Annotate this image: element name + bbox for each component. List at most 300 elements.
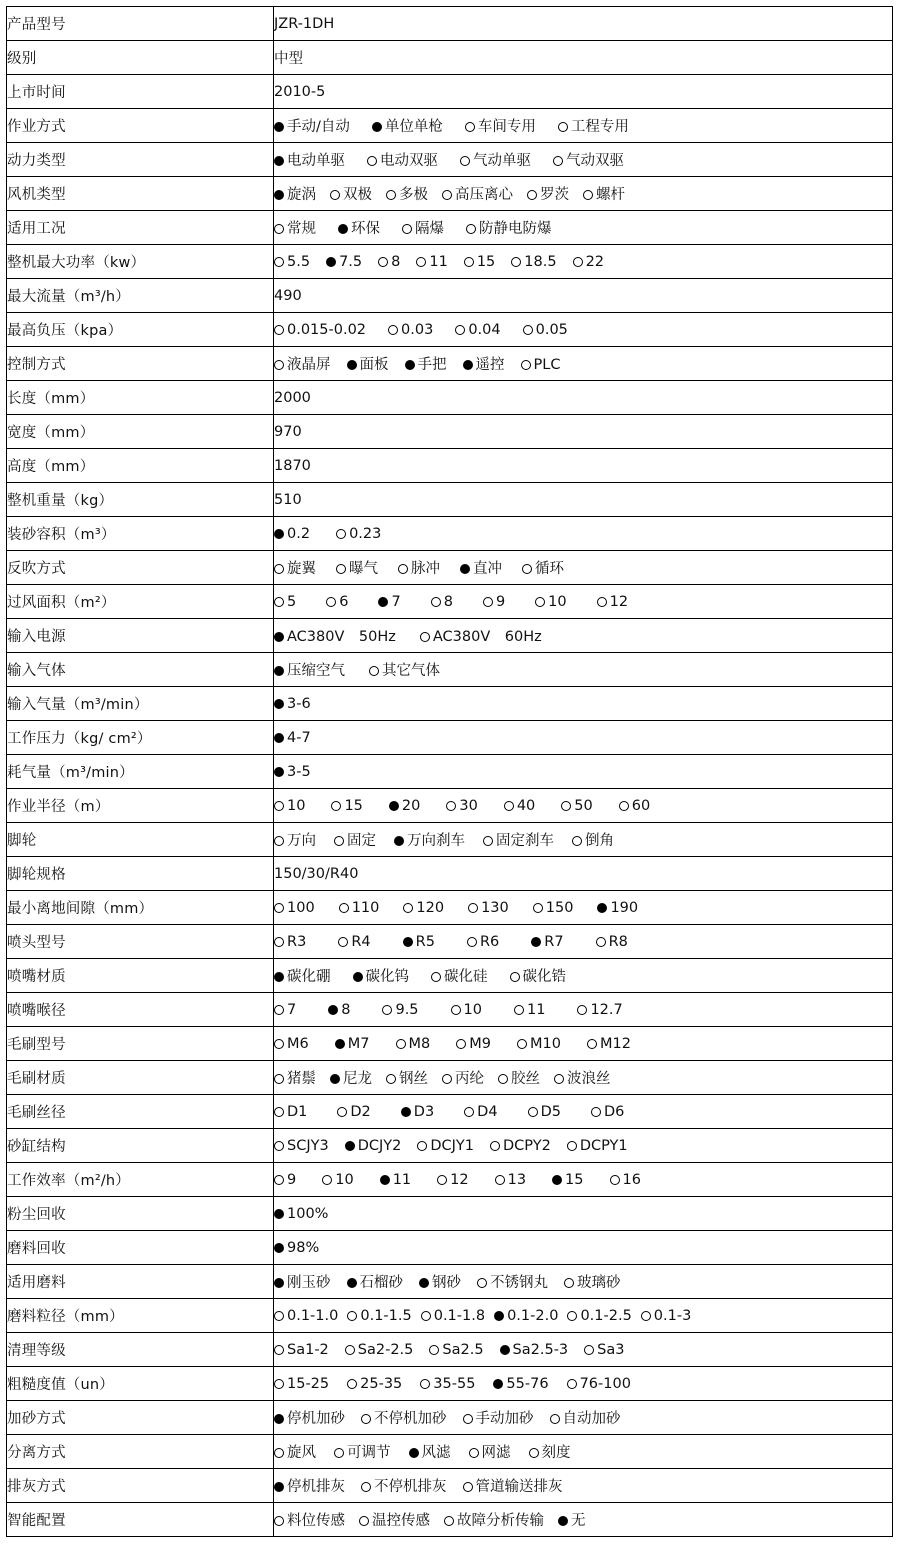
- option-item[interactable]: [345, 1138, 402, 1154]
- radio-unselected-icon[interactable]: [274, 1345, 284, 1355]
- option-item[interactable]: [619, 798, 650, 814]
- radio-selected-icon[interactable]: [531, 937, 541, 947]
- option-item[interactable]: [274, 1342, 329, 1358]
- radio-selected-icon[interactable]: [347, 1278, 357, 1288]
- option-item[interactable]: [274, 1271, 331, 1292]
- radio-unselected-icon[interactable]: [442, 1074, 452, 1084]
- radio-unselected-icon[interactable]: [398, 564, 408, 574]
- radio-unselected-icon[interactable]: [596, 937, 606, 947]
- option-item[interactable]: [330, 183, 372, 204]
- option-item[interactable]: [464, 1104, 497, 1120]
- option-item[interactable]: [437, 1172, 468, 1188]
- radio-selected-icon[interactable]: [372, 122, 382, 132]
- option-item[interactable]: [274, 798, 305, 814]
- option-item[interactable]: [416, 254, 447, 270]
- radio-unselected-icon[interactable]: [514, 1005, 524, 1015]
- option-item[interactable]: [535, 594, 566, 610]
- option-item[interactable]: [597, 594, 628, 610]
- option-item[interactable]: [347, 1376, 402, 1392]
- option-item[interactable]: [465, 115, 536, 136]
- option-item[interactable]: [274, 1206, 328, 1222]
- option-item[interactable]: [274, 1002, 296, 1018]
- radio-selected-icon[interactable]: [274, 767, 284, 777]
- radio-unselected-icon[interactable]: [522, 564, 532, 574]
- option-item[interactable]: [389, 798, 420, 814]
- radio-selected-icon[interactable]: [274, 699, 284, 709]
- radio-unselected-icon[interactable]: [420, 632, 430, 642]
- radio-unselected-icon[interactable]: [583, 190, 593, 200]
- option-item[interactable]: [522, 557, 564, 578]
- radio-selected-icon[interactable]: [274, 1209, 284, 1219]
- radio-selected-icon[interactable]: [500, 1345, 510, 1355]
- radio-unselected-icon[interactable]: [421, 1311, 431, 1321]
- radio-unselected-icon[interactable]: [483, 597, 493, 607]
- option-item[interactable]: [446, 798, 477, 814]
- option-item[interactable]: [442, 1067, 484, 1088]
- radio-selected-icon[interactable]: [378, 597, 388, 607]
- option-item[interactable]: [338, 934, 370, 950]
- radio-unselected-icon[interactable]: [378, 257, 388, 267]
- radio-unselected-icon[interactable]: [274, 257, 284, 267]
- option-item[interactable]: [584, 1342, 624, 1358]
- radio-unselected-icon[interactable]: [331, 801, 341, 811]
- radio-unselected-icon[interactable]: [274, 937, 284, 947]
- option-item[interactable]: [417, 1138, 474, 1154]
- radio-unselected-icon[interactable]: [573, 257, 583, 267]
- option-item[interactable]: [274, 217, 316, 238]
- radio-unselected-icon[interactable]: [361, 1414, 371, 1424]
- option-item[interactable]: [477, 1271, 548, 1292]
- option-item[interactable]: [597, 900, 638, 916]
- radio-unselected-icon[interactable]: [444, 1516, 454, 1526]
- radio-selected-icon[interactable]: [401, 1107, 411, 1117]
- radio-unselected-icon[interactable]: [388, 325, 398, 335]
- radio-unselected-icon[interactable]: [517, 1039, 527, 1049]
- radio-unselected-icon[interactable]: [469, 1448, 479, 1458]
- option-item[interactable]: [274, 254, 310, 270]
- radio-unselected-icon[interactable]: [402, 224, 412, 234]
- option-item[interactable]: [330, 1067, 372, 1088]
- option-item[interactable]: [528, 1104, 561, 1120]
- option-item[interactable]: [372, 115, 443, 136]
- radio-unselected-icon[interactable]: [274, 597, 284, 607]
- option-item[interactable]: [591, 1104, 624, 1120]
- radio-unselected-icon[interactable]: [417, 1141, 427, 1151]
- option-item[interactable]: [431, 965, 488, 986]
- option-item[interactable]: [444, 1509, 544, 1530]
- option-item[interactable]: [274, 1376, 329, 1392]
- option-item[interactable]: [429, 1342, 483, 1358]
- radio-selected-icon[interactable]: [274, 1278, 284, 1288]
- radio-unselected-icon[interactable]: [587, 1039, 597, 1049]
- radio-selected-icon[interactable]: [328, 1005, 338, 1015]
- option-item[interactable]: [274, 1308, 338, 1324]
- option-item[interactable]: [442, 183, 513, 204]
- radio-selected-icon[interactable]: [389, 801, 399, 811]
- option-item[interactable]: [359, 1509, 430, 1530]
- radio-selected-icon[interactable]: [274, 156, 284, 166]
- option-item[interactable]: [394, 829, 465, 850]
- option-item[interactable]: [527, 183, 569, 204]
- radio-unselected-icon[interactable]: [554, 1074, 564, 1084]
- option-item[interactable]: [339, 900, 380, 916]
- radio-unselected-icon[interactable]: [483, 836, 493, 846]
- option-item[interactable]: [326, 254, 362, 270]
- radio-unselected-icon[interactable]: [347, 1311, 357, 1321]
- radio-unselected-icon[interactable]: [463, 1414, 473, 1424]
- radio-unselected-icon[interactable]: [477, 1278, 487, 1288]
- option-item[interactable]: [396, 1036, 431, 1052]
- option-item[interactable]: [331, 798, 362, 814]
- option-item[interactable]: [521, 357, 561, 373]
- option-item[interactable]: [347, 1271, 404, 1292]
- option-item[interactable]: [460, 149, 531, 170]
- radio-unselected-icon[interactable]: [465, 122, 475, 132]
- radio-unselected-icon[interactable]: [431, 972, 441, 982]
- option-item[interactable]: [382, 1002, 418, 1018]
- radio-selected-icon[interactable]: [494, 1311, 504, 1321]
- radio-selected-icon[interactable]: [460, 564, 470, 574]
- radio-unselected-icon[interactable]: [533, 903, 543, 913]
- option-item[interactable]: [274, 1067, 316, 1088]
- radio-unselected-icon[interactable]: [558, 122, 568, 132]
- option-item[interactable]: [573, 254, 604, 270]
- option-item[interactable]: [523, 322, 568, 338]
- option-item[interactable]: [367, 149, 438, 170]
- radio-unselected-icon[interactable]: [274, 1107, 284, 1117]
- option-item[interactable]: [567, 1308, 631, 1324]
- radio-unselected-icon[interactable]: [274, 325, 284, 335]
- option-item[interactable]: [456, 1036, 491, 1052]
- radio-unselected-icon[interactable]: [527, 190, 537, 200]
- option-item[interactable]: [550, 1407, 621, 1428]
- radio-unselected-icon[interactable]: [429, 1345, 439, 1355]
- option-item[interactable]: [274, 730, 311, 746]
- radio-unselected-icon[interactable]: [274, 801, 284, 811]
- radio-unselected-icon[interactable]: [330, 190, 340, 200]
- radio-unselected-icon[interactable]: [641, 1311, 651, 1321]
- option-item[interactable]: [420, 1376, 475, 1392]
- radio-unselected-icon[interactable]: [416, 257, 426, 267]
- radio-unselected-icon[interactable]: [361, 1482, 371, 1492]
- option-item[interactable]: [554, 1067, 611, 1088]
- option-item[interactable]: [338, 217, 380, 238]
- radio-unselected-icon[interactable]: [504, 801, 514, 811]
- option-item[interactable]: [326, 594, 348, 610]
- radio-unselected-icon[interactable]: [553, 156, 563, 166]
- radio-unselected-icon[interactable]: [403, 903, 413, 913]
- radio-unselected-icon[interactable]: [431, 597, 441, 607]
- radio-unselected-icon[interactable]: [577, 1005, 587, 1015]
- radio-unselected-icon[interactable]: [386, 1074, 396, 1084]
- option-item[interactable]: [468, 900, 509, 916]
- radio-selected-icon[interactable]: [330, 1074, 340, 1084]
- radio-selected-icon[interactable]: [493, 1379, 503, 1389]
- option-item[interactable]: [274, 526, 310, 542]
- option-item[interactable]: [361, 1475, 447, 1496]
- radio-selected-icon[interactable]: [347, 360, 357, 370]
- radio-unselected-icon[interactable]: [274, 1516, 284, 1526]
- radio-unselected-icon[interactable]: [529, 1448, 539, 1458]
- option-item[interactable]: [577, 1002, 622, 1018]
- radio-unselected-icon[interactable]: [456, 1039, 466, 1049]
- option-item[interactable]: [274, 149, 345, 170]
- radio-unselected-icon[interactable]: [336, 529, 346, 539]
- radio-selected-icon[interactable]: [274, 190, 284, 200]
- radio-unselected-icon[interactable]: [490, 1141, 500, 1151]
- option-item[interactable]: [328, 1002, 350, 1018]
- radio-unselected-icon[interactable]: [274, 903, 284, 913]
- radio-unselected-icon[interactable]: [420, 1379, 430, 1389]
- radio-selected-icon[interactable]: [326, 257, 336, 267]
- radio-selected-icon[interactable]: [558, 1516, 568, 1526]
- radio-unselected-icon[interactable]: [463, 1482, 473, 1492]
- radio-selected-icon[interactable]: [552, 1175, 562, 1185]
- option-item[interactable]: [558, 1509, 586, 1530]
- option-item[interactable]: [493, 1376, 548, 1392]
- option-item[interactable]: [463, 1475, 563, 1496]
- radio-unselected-icon[interactable]: [451, 1005, 461, 1015]
- radio-selected-icon[interactable]: [338, 224, 348, 234]
- radio-unselected-icon[interactable]: [561, 801, 571, 811]
- radio-unselected-icon[interactable]: [345, 1345, 355, 1355]
- option-item[interactable]: [567, 1138, 628, 1154]
- radio-unselected-icon[interactable]: [274, 360, 284, 370]
- radio-unselected-icon[interactable]: [564, 1278, 574, 1288]
- option-item[interactable]: [431, 594, 453, 610]
- option-item[interactable]: [398, 557, 440, 578]
- radio-unselected-icon[interactable]: [498, 1074, 508, 1084]
- option-item[interactable]: [483, 829, 554, 850]
- radio-selected-icon[interactable]: [394, 836, 404, 846]
- option-item[interactable]: [274, 1407, 345, 1428]
- radio-unselected-icon[interactable]: [274, 1448, 284, 1458]
- radio-selected-icon[interactable]: [274, 122, 284, 132]
- radio-unselected-icon[interactable]: [591, 1107, 601, 1117]
- option-item[interactable]: [335, 1036, 370, 1052]
- option-item[interactable]: [337, 1104, 370, 1120]
- option-item[interactable]: [567, 1376, 631, 1392]
- radio-unselected-icon[interactable]: [338, 937, 348, 947]
- radio-selected-icon[interactable]: [274, 733, 284, 743]
- radio-selected-icon[interactable]: [335, 1039, 345, 1049]
- radio-unselected-icon[interactable]: [528, 1107, 538, 1117]
- option-item[interactable]: [345, 1342, 414, 1358]
- radio-selected-icon[interactable]: [274, 1243, 284, 1253]
- option-item[interactable]: [641, 1308, 692, 1324]
- option-item[interactable]: [274, 1036, 309, 1052]
- option-item[interactable]: [401, 1104, 434, 1120]
- radio-unselected-icon[interactable]: [382, 1005, 392, 1015]
- radio-unselected-icon[interactable]: [396, 1039, 406, 1049]
- option-item[interactable]: [420, 625, 542, 646]
- option-item[interactable]: [274, 764, 311, 780]
- option-item[interactable]: [463, 1407, 534, 1428]
- option-item[interactable]: [558, 115, 629, 136]
- option-item[interactable]: [467, 934, 499, 950]
- radio-unselected-icon[interactable]: [274, 1311, 284, 1321]
- option-item[interactable]: [490, 1138, 551, 1154]
- radio-selected-icon[interactable]: [274, 1482, 284, 1492]
- option-item[interactable]: [274, 322, 366, 338]
- option-item[interactable]: [274, 625, 396, 646]
- option-item[interactable]: [274, 594, 296, 610]
- option-item[interactable]: [498, 1067, 540, 1088]
- option-item[interactable]: [353, 965, 410, 986]
- option-item[interactable]: [274, 965, 331, 986]
- option-item[interactable]: [274, 829, 316, 850]
- radio-unselected-icon[interactable]: [446, 801, 456, 811]
- radio-unselected-icon[interactable]: [322, 1175, 332, 1185]
- radio-unselected-icon[interactable]: [274, 564, 284, 574]
- radio-selected-icon[interactable]: [463, 360, 473, 370]
- option-item[interactable]: [386, 1067, 428, 1088]
- option-item[interactable]: [274, 1441, 316, 1462]
- option-item[interactable]: [504, 798, 535, 814]
- option-item[interactable]: [274, 1509, 345, 1530]
- option-item[interactable]: [274, 934, 306, 950]
- option-item[interactable]: [274, 1138, 329, 1154]
- radio-unselected-icon[interactable]: [597, 597, 607, 607]
- radio-unselected-icon[interactable]: [567, 1311, 577, 1321]
- option-item[interactable]: [419, 1271, 461, 1292]
- radio-unselected-icon[interactable]: [567, 1141, 577, 1151]
- radio-unselected-icon[interactable]: [386, 190, 396, 200]
- radio-selected-icon[interactable]: [597, 903, 607, 913]
- radio-unselected-icon[interactable]: [464, 1107, 474, 1117]
- option-item[interactable]: [347, 1308, 411, 1324]
- option-item[interactable]: [494, 1308, 558, 1324]
- radio-unselected-icon[interactable]: [337, 1107, 347, 1117]
- radio-unselected-icon[interactable]: [369, 666, 379, 676]
- radio-unselected-icon[interactable]: [274, 1141, 284, 1151]
- radio-unselected-icon[interactable]: [467, 937, 477, 947]
- option-item[interactable]: [274, 353, 331, 374]
- option-item[interactable]: [274, 557, 316, 578]
- radio-unselected-icon[interactable]: [442, 190, 452, 200]
- radio-unselected-icon[interactable]: [464, 257, 474, 267]
- option-item[interactable]: [460, 557, 502, 578]
- radio-unselected-icon[interactable]: [326, 597, 336, 607]
- option-item[interactable]: [334, 829, 376, 850]
- option-item[interactable]: [347, 353, 389, 374]
- radio-selected-icon[interactable]: [345, 1141, 355, 1151]
- option-item[interactable]: [409, 1441, 451, 1462]
- option-item[interactable]: [336, 557, 378, 578]
- radio-unselected-icon[interactable]: [550, 1414, 560, 1424]
- radio-unselected-icon[interactable]: [521, 360, 531, 370]
- option-item[interactable]: [564, 1271, 621, 1292]
- option-item[interactable]: [388, 322, 433, 338]
- radio-unselected-icon[interactable]: [274, 1074, 284, 1084]
- radio-unselected-icon[interactable]: [274, 1039, 284, 1049]
- option-item[interactable]: [510, 965, 567, 986]
- option-item[interactable]: [274, 183, 316, 204]
- option-item[interactable]: [380, 1172, 411, 1188]
- option-item[interactable]: [531, 934, 563, 950]
- radio-unselected-icon[interactable]: [455, 325, 465, 335]
- radio-unselected-icon[interactable]: [572, 836, 582, 846]
- option-item[interactable]: [274, 659, 345, 680]
- radio-selected-icon[interactable]: [405, 360, 415, 370]
- radio-selected-icon[interactable]: [403, 937, 413, 947]
- option-item[interactable]: [334, 1441, 391, 1462]
- radio-unselected-icon[interactable]: [511, 257, 521, 267]
- radio-unselected-icon[interactable]: [437, 1175, 447, 1185]
- option-item[interactable]: [583, 183, 625, 204]
- radio-unselected-icon[interactable]: [495, 1175, 505, 1185]
- option-item[interactable]: [274, 115, 350, 136]
- option-item[interactable]: [369, 659, 440, 680]
- radio-unselected-icon[interactable]: [523, 325, 533, 335]
- radio-unselected-icon[interactable]: [274, 1175, 284, 1185]
- radio-unselected-icon[interactable]: [274, 836, 284, 846]
- option-item[interactable]: [336, 526, 381, 542]
- radio-unselected-icon[interactable]: [466, 224, 476, 234]
- radio-unselected-icon[interactable]: [274, 1005, 284, 1015]
- radio-selected-icon[interactable]: [274, 529, 284, 539]
- radio-unselected-icon[interactable]: [339, 903, 349, 913]
- option-item[interactable]: [455, 322, 500, 338]
- radio-unselected-icon[interactable]: [610, 1175, 620, 1185]
- radio-unselected-icon[interactable]: [274, 224, 284, 234]
- radio-selected-icon[interactable]: [380, 1175, 390, 1185]
- option-item[interactable]: [610, 1172, 641, 1188]
- option-item[interactable]: [402, 217, 444, 238]
- option-item[interactable]: [378, 254, 400, 270]
- radio-unselected-icon[interactable]: [334, 1448, 344, 1458]
- option-item[interactable]: [322, 1172, 353, 1188]
- radio-unselected-icon[interactable]: [274, 1379, 284, 1389]
- option-item[interactable]: [587, 1036, 631, 1052]
- option-item[interactable]: [386, 183, 428, 204]
- radio-unselected-icon[interactable]: [347, 1379, 357, 1389]
- option-item[interactable]: [274, 1172, 296, 1188]
- option-item[interactable]: [596, 934, 628, 950]
- option-item[interactable]: [451, 1002, 482, 1018]
- option-item[interactable]: [274, 1475, 345, 1496]
- option-item[interactable]: [466, 217, 552, 238]
- option-item[interactable]: [469, 1441, 511, 1462]
- option-item[interactable]: [517, 1036, 561, 1052]
- option-item[interactable]: [274, 900, 315, 916]
- radio-unselected-icon[interactable]: [510, 972, 520, 982]
- option-item[interactable]: [378, 594, 400, 610]
- option-item[interactable]: [514, 1002, 545, 1018]
- option-item[interactable]: [529, 1441, 571, 1462]
- option-item[interactable]: [403, 934, 435, 950]
- option-item[interactable]: [274, 1104, 307, 1120]
- option-item[interactable]: [403, 900, 444, 916]
- option-item[interactable]: [533, 900, 574, 916]
- option-item[interactable]: [500, 1342, 569, 1358]
- radio-unselected-icon[interactable]: [359, 1516, 369, 1526]
- radio-selected-icon[interactable]: [274, 632, 284, 642]
- option-item[interactable]: [463, 353, 505, 374]
- option-item[interactable]: [274, 1240, 319, 1256]
- radio-selected-icon[interactable]: [274, 1414, 284, 1424]
- option-item[interactable]: [495, 1172, 526, 1188]
- option-item[interactable]: [421, 1308, 485, 1324]
- radio-selected-icon[interactable]: [274, 972, 284, 982]
- radio-unselected-icon[interactable]: [584, 1345, 594, 1355]
- radio-unselected-icon[interactable]: [367, 156, 377, 166]
- option-item[interactable]: [511, 254, 556, 270]
- option-item[interactable]: [405, 353, 447, 374]
- option-item[interactable]: [553, 149, 624, 170]
- radio-selected-icon[interactable]: [419, 1278, 429, 1288]
- radio-selected-icon[interactable]: [409, 1448, 419, 1458]
